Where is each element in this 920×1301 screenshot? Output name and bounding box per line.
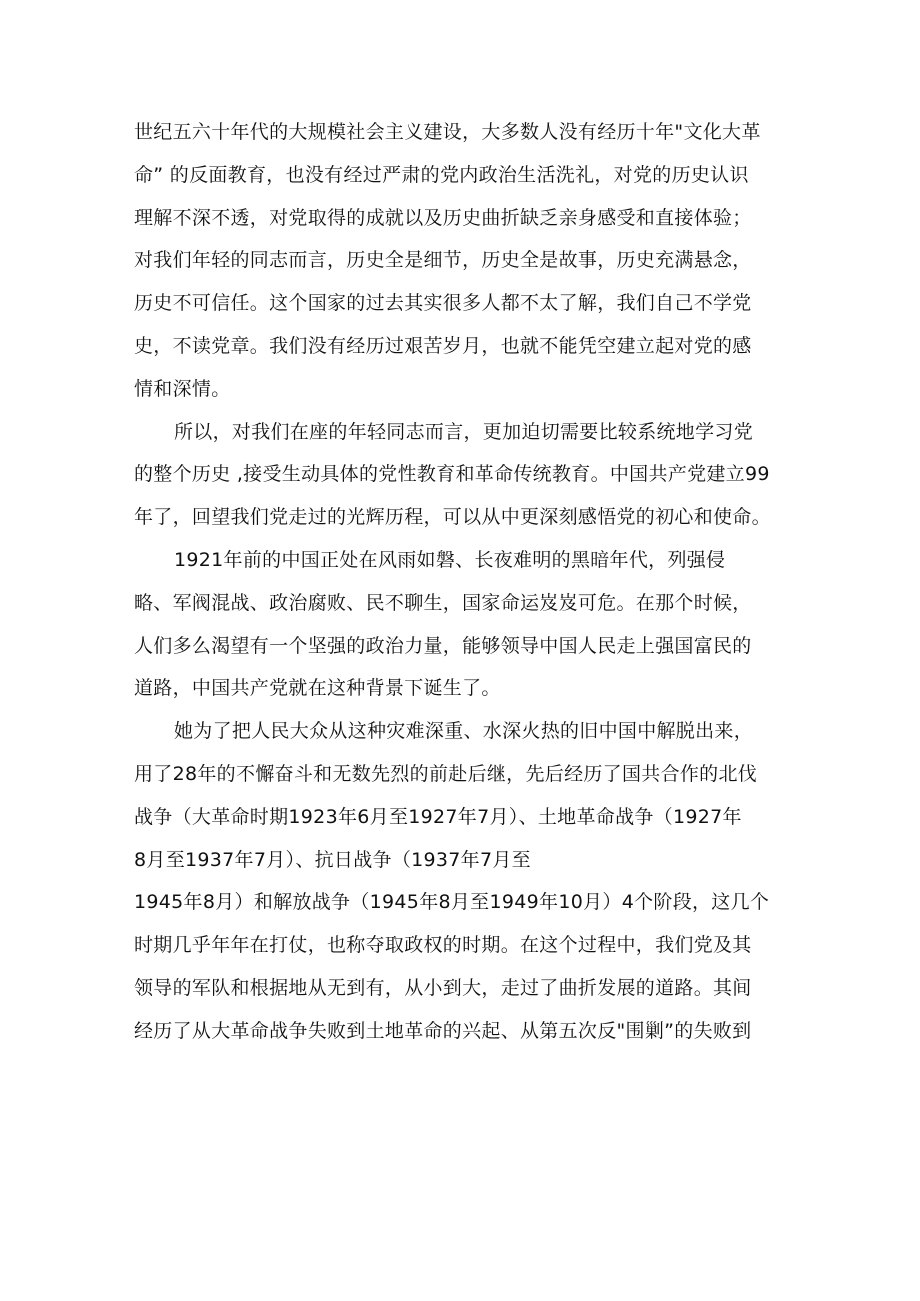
text-line: 用了28年的不懈奋斗和无数先烈的前赴后继，先后经历了国共合作的北伐 bbox=[134, 762, 758, 785]
text-line: 8月至1937年7月）、抗日战争（1937年7月至 bbox=[134, 848, 531, 871]
text-line: 她为了把人民大众从这种灾难深重、水深火热的旧中国中解脱出来， bbox=[174, 720, 754, 743]
text-line: 史，不读党章。我们没有经历过艰苦岁月，也就不能凭空建立起对党的感 bbox=[134, 334, 752, 357]
text-line: 年了，回望我们党走过的光辉历程，可以从中更深刻感悟党的初心和使命。 bbox=[134, 506, 771, 529]
text-line: 人们多么渴望有一个坚强的政治力量，能够领导中国人民走上强国富民的 bbox=[134, 634, 752, 657]
text-line: 的整个历史 ,接受生动具体的党性教育和革命传统教育。中国共产党建立99 bbox=[134, 463, 770, 486]
text-line: 经历了从大革命战争失败到土地革命的兴起、从第五次反"围剿”的失败到 bbox=[134, 1019, 752, 1042]
text-line: 时期几乎年年在打仗，也称夺取政权的时期。在这个过程中，我们党及其 bbox=[134, 934, 752, 957]
text-line: 理解不深不透，对党取得的成就以及历史曲折缺乏亲身感受和直接体验； bbox=[134, 206, 752, 229]
text-line: 领导的军队和根据地从无到有，从小到大，走过了曲折发展的道路。其间 bbox=[134, 976, 752, 999]
text-line: 世纪五六十年代的大规模社会主义建设，大多数人没有经历十年"文化大革 bbox=[134, 121, 761, 143]
text-line: 1921年前的中国正处在风雨如磐、长夜难明的黑暗年代，列强侵 bbox=[174, 548, 726, 571]
document-body bbox=[134, 111, 794, 1053]
text-line: 历史不可信任。这个国家的过去其实很多人都不太了解，我们自己不学党 bbox=[134, 292, 752, 315]
text-line: 道路，中国共产党就在这种背景下诞生了。 bbox=[134, 677, 501, 700]
text-line: 所以，对我们在座的年轻同志而言，更加迫切需要比较系统地学习党 bbox=[174, 420, 754, 443]
text-line: 略、军阀混战、政治腐败、民不聊生，国家命运岌岌可危。在那个时候， bbox=[134, 591, 752, 614]
text-line: 命” 的反面教育，也没有经过严肃的党内政治生活洗礼，对党的历史认识 bbox=[134, 163, 749, 186]
text-line: 战争（大革命时期1923年6月至1927年7月）、土地革命战争（1927年 bbox=[134, 805, 742, 828]
text-line: 情和深情。 bbox=[134, 377, 231, 400]
text-line: 1945年8月）和解放战争（1945年8月至1949年10月）4个阶段，这几个 bbox=[134, 891, 770, 914]
text-line: 对我们年轻的同志而言，历史全是细节，历史全是故事，历史充满悬念， bbox=[134, 249, 752, 272]
